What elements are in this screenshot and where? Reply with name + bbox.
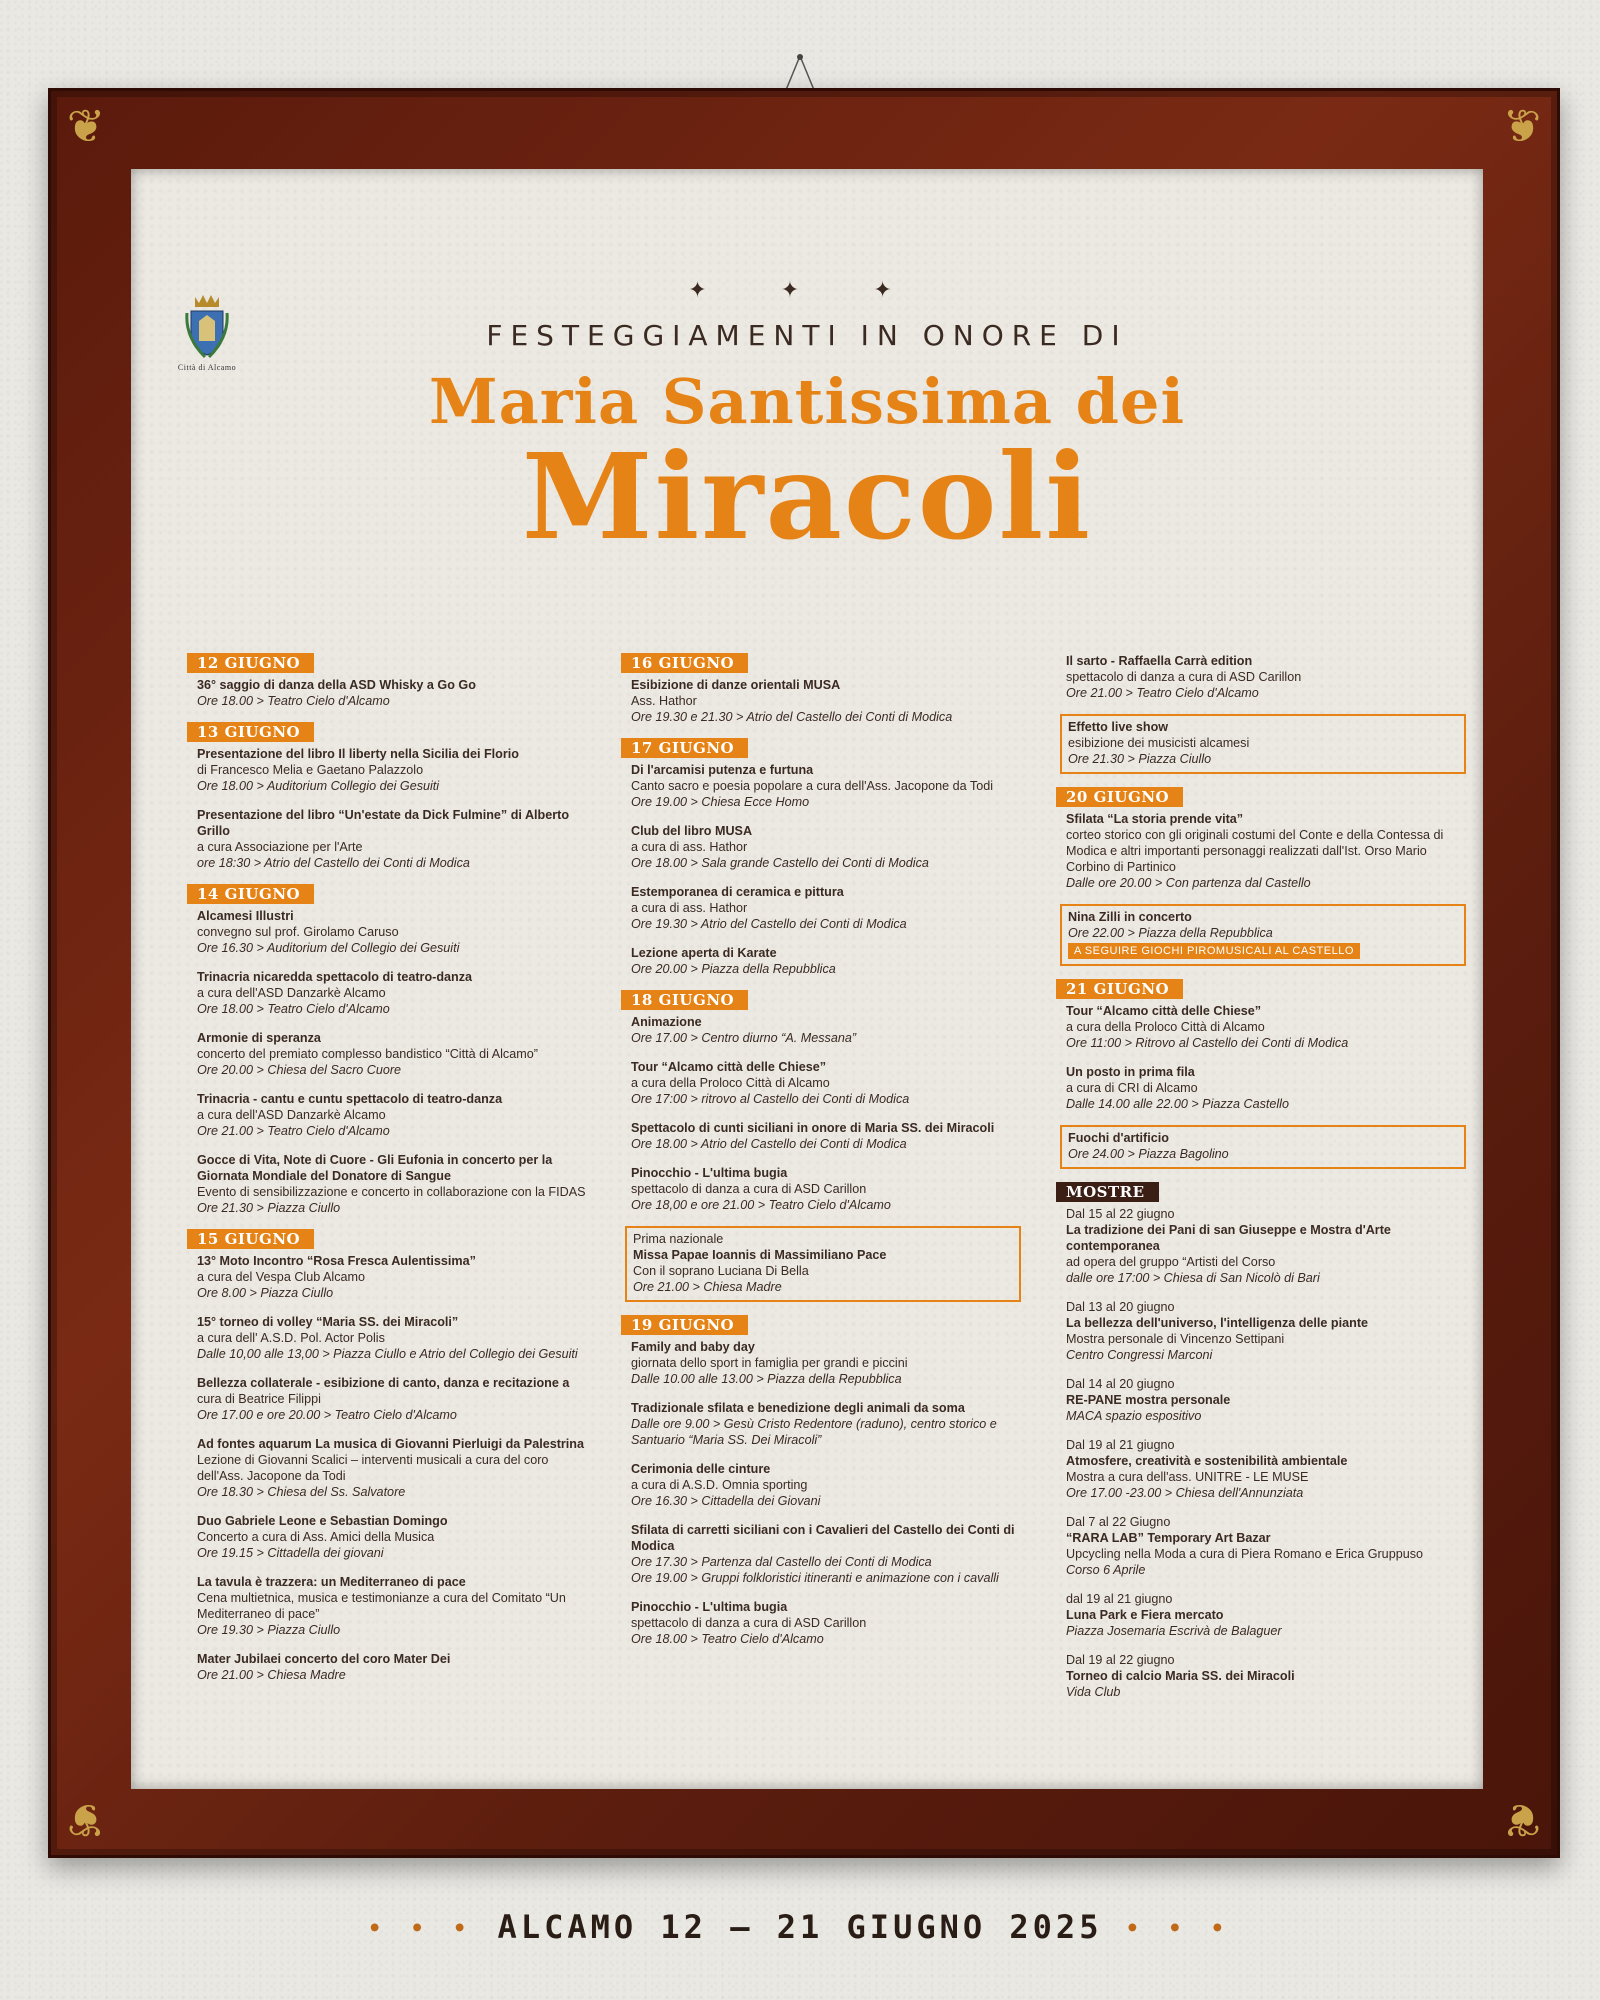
- day-section: [1056, 787, 1466, 966]
- event-item: [631, 884, 1021, 932]
- day-section: [621, 653, 1021, 725]
- day-section: [1056, 653, 1466, 774]
- day-section: [621, 990, 1021, 1302]
- event-time-place: Corso 6 Aprile: [1066, 1563, 1146, 1577]
- event-time-place: Dalle ore 20.00 > Con partenza dal Castello: [1066, 876, 1311, 890]
- event-item: [1066, 1514, 1466, 1578]
- day-heading: 21 GIUGNO: [1056, 979, 1183, 999]
- picture-hook: [782, 52, 818, 92]
- footer-date-range: ALCAMO 12 — 21 GIUGNO 2025: [497, 1908, 1103, 1946]
- event-time-place: Ore 17.00 > Centro diurno “A. Messana”: [631, 1031, 857, 1045]
- event-description: Canto sacro e poesia popolare a cura dell'Ass. Jacopone da Todi: [631, 779, 994, 793]
- day-heading: 17 GIUGNO: [621, 738, 748, 758]
- event-item: [631, 1165, 1021, 1213]
- event-time-place: Ore 21.00 > Teatro Cielo d'Alcamo: [1066, 686, 1259, 700]
- event-time-place: Ore 11:00 > Ritrovo al Castello dei Conti di Modica: [1066, 1036, 1349, 1050]
- event-title: Effetto live show: [1068, 720, 1169, 734]
- event-time-place: Ore 21.00 > Chiesa Madre: [197, 1668, 346, 1682]
- event-title: Luna Park e Fiera mercato: [1066, 1608, 1224, 1622]
- event-item: [197, 1253, 589, 1301]
- event-description: Ass. Hathor: [631, 694, 697, 708]
- event-title: Duo Gabriele Leone e Sebastian Domingo: [197, 1514, 448, 1528]
- corner-ornament-icon: ❦: [66, 99, 106, 153]
- event-item: [631, 1599, 1021, 1647]
- event-item: [1066, 1064, 1466, 1112]
- schedule-column-1: [187, 653, 589, 1696]
- event-title: Un posto in prima fila: [1066, 1065, 1195, 1079]
- event-description: a cura di ass. Hathor: [631, 901, 748, 915]
- event-time-place: Ore 21.30 > Piazza Ciullo: [1068, 752, 1212, 766]
- event-item: [197, 677, 589, 709]
- footer-dots-icon: • • •: [368, 1916, 475, 1942]
- event-title: La bellezza dell'universo, l'intelligenza delle piante: [1066, 1316, 1369, 1330]
- event-title: La tradizione dei Pani di san Giuseppe e Mostra d'Arte contemporanea: [1066, 1223, 1391, 1253]
- event-description: di Francesco Melia e Gaetano Palazzolo: [197, 763, 424, 777]
- event-item: [631, 1522, 1021, 1586]
- event-description: a cura Associazione per l'Arte: [197, 840, 363, 854]
- event-item: [631, 1120, 1021, 1152]
- event-item: [197, 1574, 589, 1638]
- event-item: [197, 1314, 589, 1362]
- event-description: Concerto a cura di Ass. Amici della Musica: [197, 1530, 435, 1544]
- event-item: [197, 1091, 589, 1139]
- event-time-place: Ore 16.30 > Cittadella dei Giovani: [631, 1494, 821, 1508]
- event-date-range: Dal 15 al 22 giugno: [1066, 1207, 1175, 1221]
- event-title: Lezione aperta di Karate: [631, 946, 777, 960]
- highlighted-event: [1060, 904, 1466, 966]
- event-item: [631, 945, 1021, 977]
- event-title: Alcamesi Illustri: [197, 909, 294, 923]
- event-title: Torneo di calcio Maria SS. dei Miracoli: [1066, 1669, 1295, 1683]
- crest-label: Città di Alcamo: [177, 363, 237, 372]
- event-time-place: Ore 18.00 > Teatro Cielo d'Alcamo: [631, 1632, 824, 1646]
- event-description: esibizione dei musicisti alcamesi: [1068, 736, 1250, 750]
- event-item: [631, 1461, 1021, 1509]
- day-heading: MOSTRE: [1056, 1182, 1159, 1202]
- event-title: Sfilata di carretti siciliani con i Cavalieri del Castello dei Conti di Modica: [631, 1523, 1015, 1553]
- footer-dots-icon: • • •: [1125, 1916, 1232, 1942]
- event-item: [1066, 1206, 1466, 1286]
- event-time-place: Ore 21.00 > Chiesa Madre: [633, 1280, 782, 1294]
- event-item: [631, 677, 1021, 725]
- event-date-range: Dal 7 al 22 Giugno: [1066, 1515, 1171, 1529]
- event-item: [197, 908, 589, 956]
- event-description: spettacolo di danza a cura di ASD Carillon: [1066, 670, 1302, 684]
- event-date-range: Dal 19 al 21 giugno: [1066, 1438, 1175, 1452]
- event-time-place: Ore 17.00 e ore 20.00 > Teatro Cielo d'Alcamo: [197, 1408, 457, 1422]
- event-item: [631, 1059, 1021, 1107]
- day-section: [1056, 1182, 1466, 1700]
- event-title: Animazione: [631, 1015, 702, 1029]
- event-description: a cura di CRI di Alcamo: [1066, 1081, 1198, 1095]
- day-heading: 13 GIUGNO: [187, 722, 314, 742]
- highlighted-event: [625, 1226, 1021, 1302]
- corner-ornament-icon: ❦: [66, 1793, 106, 1847]
- event-item: [1066, 1376, 1466, 1424]
- event-title: 15° torneo di volley “Maria SS. dei Miracoli”: [197, 1315, 459, 1329]
- event-description: spettacolo di danza a cura di ASD Carillon: [631, 1182, 867, 1196]
- event-item: [631, 1339, 1021, 1387]
- event-item: [631, 823, 1021, 871]
- event-time-place: Ore 19.30 > Atrio del Castello dei Conti di Modica: [631, 917, 907, 931]
- event-description: Con il soprano Luciana Di Bella: [633, 1264, 809, 1278]
- event-description: convegno sul prof. Girolamo Caruso: [197, 925, 399, 939]
- event-description: concerto del premiato complesso bandistico “Città di Alcamo”: [197, 1047, 538, 1061]
- event-title: Cerimonia delle cinture: [631, 1462, 771, 1476]
- event-description: a cura dell'ASD Danzarkè Alcamo: [197, 1108, 386, 1122]
- decorative-stars-icon: ✦ ✦ ✦: [688, 277, 926, 302]
- event-title: Esibizione di danze orientali MUSA: [631, 678, 841, 692]
- event-title: Family and baby day: [631, 1340, 755, 1354]
- event-item: [197, 746, 589, 794]
- event-date-range: Dal 13 al 20 giugno: [1066, 1300, 1175, 1314]
- event-item: [1066, 1003, 1466, 1051]
- event-time-place: Ore 18.00 > Teatro Cielo d'Alcamo: [197, 1002, 390, 1016]
- event-time-place: Ore 18.00 > Auditorium Collegio dei Gesuiti: [197, 779, 440, 793]
- event-title: “RARA LAB” Temporary Art Bazar: [1066, 1531, 1271, 1545]
- event-time-place: Dalle 14.00 alle 22.00 > Piazza Castello: [1066, 1097, 1289, 1111]
- event-description: ad opera del gruppo “Artisti del Corso: [1066, 1255, 1276, 1269]
- poster-title-line2: Miracoli: [521, 427, 1093, 566]
- event-description: a cura di ass. Hathor: [631, 840, 748, 854]
- event-title: 36° saggio di danza della ASD Whisky a Go Go: [197, 678, 476, 692]
- event-time-place: Ore 16.30 > Auditorium del Collegio dei Gesuiti: [197, 941, 460, 955]
- event-time-place: Dalle 10.00 alle 13.00 > Piazza della Repubblica: [631, 1372, 902, 1386]
- day-heading: 15 GIUGNO: [187, 1229, 314, 1249]
- event-description: a cura dell' A.S.D. Pol. Actor Polis: [197, 1331, 385, 1345]
- event-title: Tour “Alcamo città delle Chiese”: [1066, 1004, 1262, 1018]
- event-item: [197, 969, 589, 1017]
- event-time-place: Ore 17.30 > Partenza dal Castello dei Conti di Modica: [631, 1555, 932, 1569]
- event-title: Trinacria - cantu e cuntu spettacolo di teatro-danza: [197, 1092, 503, 1106]
- event-time-place: Ore 22.00 > Piazza della Repubblica: [1068, 926, 1273, 940]
- day-section: [187, 1229, 589, 1683]
- event-date-range: Dal 14 al 20 giugno: [1066, 1377, 1175, 1391]
- event-title: Presentazione del libro Il liberty nella Sicilia dei Florio: [197, 747, 519, 761]
- event-time-place: Ore 20.00 > Piazza della Repubblica: [631, 962, 836, 976]
- event-description: a cura del Vespa Club Alcamo: [197, 1270, 366, 1284]
- day-section: [187, 722, 589, 871]
- highlighted-event: [1060, 1125, 1466, 1169]
- event-description: Mostra personale di Vincenzo Settipani: [1066, 1332, 1285, 1346]
- event-description: cura di Beatrice Filippi: [197, 1392, 321, 1406]
- picture-frame: [48, 88, 1560, 1858]
- poster-subtitle: FESTEGGIAMENTI IN ONORE DI: [486, 319, 1128, 352]
- event-title: Missa Papae Ioannis di Massimiliano Pace: [633, 1248, 887, 1262]
- event-description: Mostra a cura dell'ass. UNITRE - LE MUSE: [1066, 1470, 1309, 1484]
- event-item: [631, 1400, 1021, 1448]
- event-time-place: Ore 18.00 > Sala grande Castello dei Conti di Modica: [631, 856, 929, 870]
- event-time-place: Ore 20.00 > Chiesa del Sacro Cuore: [197, 1063, 402, 1077]
- event-time-place: Ore 24.00 > Piazza Bagolino: [1068, 1147, 1229, 1161]
- event-item: [631, 762, 1021, 810]
- day-heading: 18 GIUGNO: [621, 990, 748, 1010]
- highlighted-event: [1060, 714, 1466, 774]
- footer-dates: [0, 1908, 1600, 1946]
- event-title: Bellezza collaterale - esibizione di canto, danza e recitazione a: [197, 1376, 570, 1390]
- event-time-place: MACA spazio espositivo: [1066, 1409, 1202, 1423]
- event-date-range: Prima nazionale: [633, 1232, 724, 1246]
- corner-ornament-icon: ❦: [1502, 1793, 1542, 1847]
- day-section: [621, 738, 1021, 977]
- poster-title-line1: Maria Santissima dei: [428, 365, 1186, 438]
- day-heading: 20 GIUGNO: [1056, 787, 1183, 807]
- event-time-place: Ore 18.30 > Chiesa del Ss. Salvatore: [197, 1485, 406, 1499]
- event-title: Tour “Alcamo città delle Chiese”: [631, 1060, 827, 1074]
- event-time-place: Ore 19.15 > Cittadella dei giovani: [197, 1546, 384, 1560]
- event-time-place: Ore 19.30 > Piazza Ciullo: [197, 1623, 341, 1637]
- corner-ornament-icon: ❦: [1502, 99, 1542, 153]
- event-title: Pinocchio - L'ultima bugia: [631, 1166, 788, 1180]
- event-date-range: Dal 19 al 22 giugno: [1066, 1653, 1175, 1667]
- event-description: a cura della Proloco Città di Alcamo: [631, 1076, 830, 1090]
- event-time-place: Ore 19.00 > Gruppi folkloristici itineranti e animazione con i cavalli: [631, 1571, 999, 1585]
- event-description: a cura dell'ASD Danzarkè Alcamo: [197, 986, 386, 1000]
- event-item: [631, 1014, 1021, 1046]
- event-description: a cura della Proloco Città di Alcamo: [1066, 1020, 1265, 1034]
- event-title: Pinocchio - L'ultima bugia: [631, 1600, 788, 1614]
- event-description: Cena multietnica, musica e testimonianze a cura del Comitato “Un Mediterraneo di pace”: [197, 1591, 566, 1621]
- event-title: Club del libro MUSA: [631, 824, 753, 838]
- event-time-place: Ore 21.00 > Teatro Cielo d'Alcamo: [197, 1124, 390, 1138]
- event-time-place: ore 18:30 > Atrio del Castello dei Conti di Modica: [197, 856, 470, 870]
- event-item: [197, 807, 589, 871]
- event-item: [1066, 1437, 1466, 1501]
- event-description: Lezione di Giovanni Scalici – interventi musicali a cura del coro dell'Ass. Jacopone da Todi: [197, 1453, 549, 1483]
- day-heading: 19 GIUGNO: [621, 1315, 748, 1335]
- event-time-place: Ore 18.00 > Atrio del Castello dei Conti di Modica: [631, 1137, 907, 1151]
- event-title: Nina Zilli in concerto: [1068, 910, 1192, 924]
- event-time-place: Piazza Josemaria Escrivà de Balaguer: [1066, 1624, 1282, 1638]
- event-description: giornata dello sport in famiglia per grandi e piccini: [631, 1356, 908, 1370]
- event-item: [1066, 1591, 1466, 1639]
- day-heading: 16 GIUGNO: [621, 653, 748, 673]
- event-title: RE-PANE mostra personale: [1066, 1393, 1231, 1407]
- event-title: Ad fontes aquarum La musica di Giovanni Pierluigi da Palestrina: [197, 1437, 584, 1451]
- day-heading: 12 GIUGNO: [187, 653, 314, 673]
- event-title: Di l'arcamisi putenza e furtuna: [631, 763, 814, 777]
- event-item: [197, 1030, 589, 1078]
- event-item: [197, 1513, 589, 1561]
- event-time-place: Centro Congressi Marconi: [1066, 1348, 1213, 1362]
- day-section: [187, 884, 589, 1216]
- event-item: [1066, 1299, 1466, 1363]
- event-title: 13° Moto Incontro “Rosa Fresca Aulentissima”: [197, 1254, 476, 1268]
- event-title: Estemporanea di ceramica e pittura: [631, 885, 844, 899]
- event-time-place: Ore 18,00 e ore 21.00 > Teatro Cielo d'Alcamo: [631, 1198, 891, 1212]
- schedule-column-2: [621, 653, 1021, 1660]
- schedule-column-3: [1056, 653, 1466, 1713]
- event-time-place: Ore 19.30 e 21.30 > Atrio del Castello dei Conti di Modica: [631, 710, 953, 724]
- event-item: [197, 1375, 589, 1423]
- event-time-place: Ore 18.00 > Teatro Cielo d'Alcamo: [197, 694, 390, 708]
- day-section: [621, 1315, 1021, 1647]
- event-title: Atmosfere, creatività e sostenibilità ambientale: [1066, 1454, 1348, 1468]
- event-time-place: dalle ore 17:00 > Chiesa di San Nicolò di Bari: [1066, 1271, 1320, 1285]
- event-time-place: Dalle 10,00 alle 13,00 > Piazza Ciullo e Atrio del Collegio dei Gesuiti: [197, 1347, 578, 1361]
- event-title: Sfilata “La storia prende vita”: [1066, 812, 1244, 826]
- event-time-place: Vida Club: [1066, 1685, 1121, 1699]
- event-title: Fuochi d'artificio: [1068, 1131, 1169, 1145]
- event-title: Spettacolo di cunti siciliani in onore di Maria SS. dei Miracoli: [631, 1121, 995, 1135]
- event-time-place: Ore 17:00 > ritrovo al Castello dei Conti di Modica: [631, 1092, 910, 1106]
- event-item: [1066, 653, 1466, 701]
- event-description: corteo storico con gli originali costumi del Conte e della Contessa di Modica e altri importanti personaggi realizzati dall'Ist. Orso Mario Corbino di Partinico: [1066, 828, 1444, 874]
- event-time-place: Ore 19.00 > Chiesa Ecce Homo: [631, 795, 810, 809]
- event-title: Trinacria nicaredda spettacolo di teatro-danza: [197, 970, 473, 984]
- event-time-place: Ore 8.00 > Piazza Ciullo: [197, 1286, 334, 1300]
- event-title: La tavula è trazzera: un Mediterraneo di pace: [197, 1575, 466, 1589]
- event-description: Upcycling nella Moda a cura di Piera Romano e Erica Gruppuso: [1066, 1547, 1424, 1561]
- day-section: [1056, 979, 1466, 1169]
- event-date-range: dal 19 al 21 giugno: [1066, 1592, 1173, 1606]
- event-title: Mater Jubilaei concerto del coro Mater Dei: [197, 1652, 451, 1666]
- event-description: spettacolo di danza a cura di ASD Carillon: [631, 1616, 867, 1630]
- event-title: Il sarto - Raffaella Carrà edition: [1066, 654, 1253, 668]
- event-item: [197, 1651, 589, 1683]
- event-item: [197, 1152, 589, 1216]
- event-title: Tradizionale sfilata e benedizione degli animali da soma: [631, 1401, 965, 1415]
- event-description: a cura di A.S.D. Omnia sporting: [631, 1478, 808, 1492]
- event-poster: [131, 169, 1483, 1789]
- event-item: [197, 1436, 589, 1500]
- event-time-place: Ore 21.30 > Piazza Ciullo: [197, 1201, 341, 1215]
- event-note-strip: A SEGUIRE GIOCHI PIROMUSICALI AL CASTELLO: [1068, 943, 1360, 959]
- event-time-place: Dalle ore 9.00 > Gesù Cristo Redentore (raduno), centro storico e Santuario “Maria SS. Dei Miracoli”: [631, 1417, 997, 1447]
- event-title: Armonie di speranza: [197, 1031, 321, 1045]
- event-title: Gocce di Vita, Note di Cuore - Gli Eufonia in concerto per la Giornata Mondiale del Donatore di Sangue: [197, 1153, 553, 1183]
- event-time-place: Ore 17.00 -23.00 > Chiesa dell'Annunziata: [1066, 1486, 1304, 1500]
- event-item: [1066, 1652, 1466, 1700]
- day-heading: 14 GIUGNO: [187, 884, 314, 904]
- event-title: Presentazione del libro “Un'estate da Dick Fulmine” di Alberto Grillo: [197, 808, 570, 838]
- day-section: [187, 653, 589, 709]
- event-description: Evento di sensibilizzazione e concerto in collaborazione con la FIDAS: [197, 1185, 586, 1199]
- event-item: [1066, 811, 1466, 891]
